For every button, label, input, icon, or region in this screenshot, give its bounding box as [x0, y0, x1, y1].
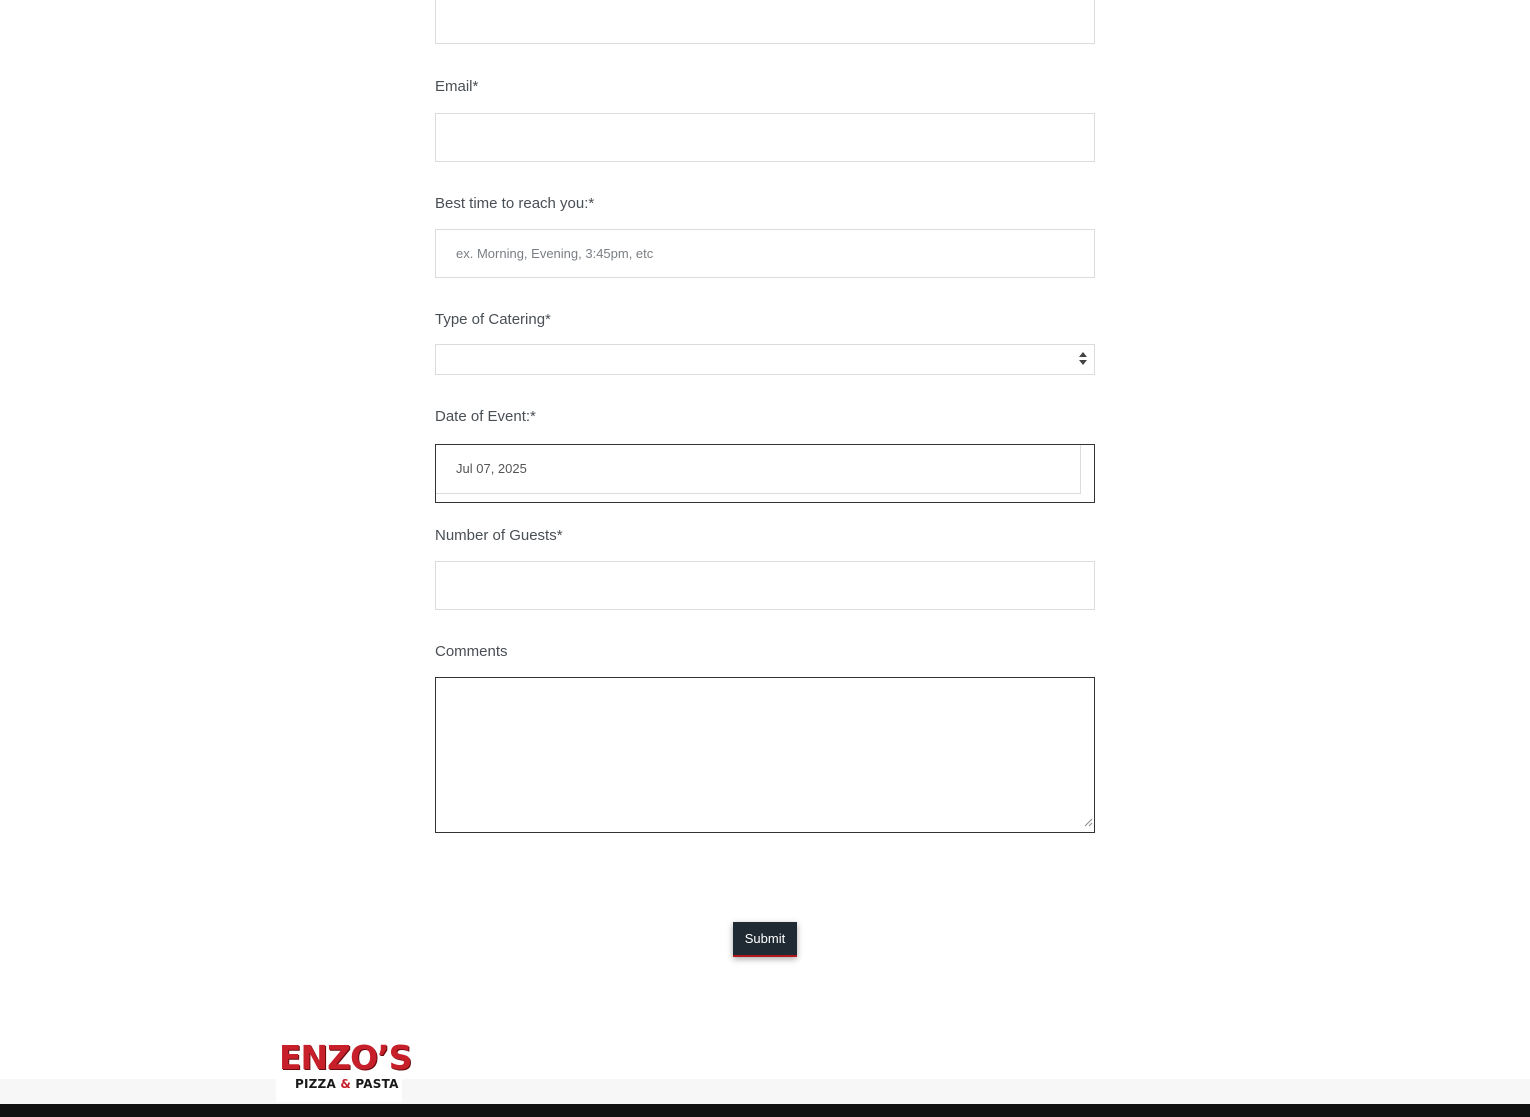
- event-date-input[interactable]: [436, 445, 1081, 494]
- email-label: Email*: [435, 78, 479, 95]
- best-time-input[interactable]: [435, 229, 1095, 278]
- best-time-label: Best time to reach you:*: [435, 195, 595, 212]
- catering-type-select[interactable]: [435, 344, 1095, 375]
- submit-button[interactable]: Submit: [733, 922, 797, 957]
- logo-sub-text: PIZZA & PASTA: [295, 1077, 399, 1091]
- comments-label: Comments: [435, 643, 508, 660]
- email-input[interactable]: [435, 113, 1095, 162]
- event-date-value: Jul 07, 2025: [456, 461, 527, 476]
- catering-type-label: Type of Catering*: [435, 311, 551, 328]
- footer-band: [0, 1079, 1530, 1104]
- guests-label: Number of Guests*: [435, 527, 563, 544]
- guests-input[interactable]: [435, 561, 1095, 610]
- enzos-logo[interactable]: [276, 1038, 412, 1102]
- footer-bar: [0, 1104, 1530, 1117]
- event-date-label: Date of Event:*: [435, 408, 536, 425]
- previous-field-input[interactable]: [435, 0, 1095, 44]
- logo-main-text: ENZO’S: [279, 1038, 412, 1077]
- comments-textarea[interactable]: [435, 677, 1095, 833]
- event-date-field[interactable]: [435, 444, 1095, 503]
- select-arrows-icon: [1079, 352, 1087, 368]
